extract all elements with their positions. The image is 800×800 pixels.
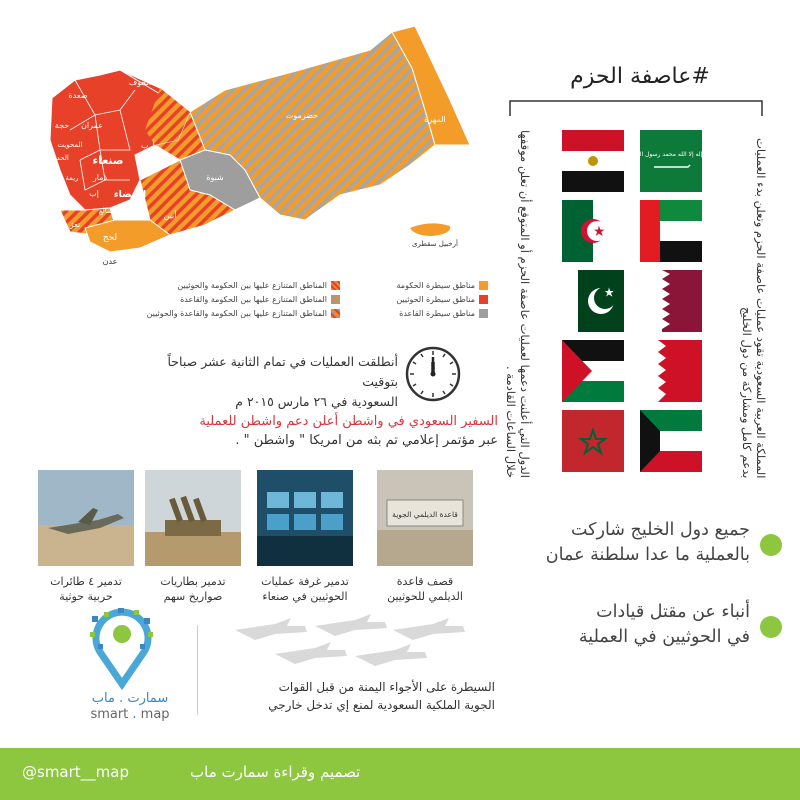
label-raymah: ريمة [65,174,79,182]
fact-houthi-leaders [500,600,750,650]
label-aden: عدن [102,257,118,266]
photo-operations-room [257,470,353,566]
fact-gulf-participation [500,518,750,568]
logo-latin: smart . map [90,707,170,722]
yemen-map [40,20,490,280]
flag-algeria [562,200,624,262]
region-socotra [410,223,450,236]
caption-missiles [138,574,248,604]
logo-divider [197,625,198,715]
photo-dailami-base [377,470,473,566]
base-sign-text: قاعدة الديلمي الجوية [392,510,458,519]
legend-gov-qaeda: المناطق المتنازع عليها بين الحكومة والقاعدة [180,294,327,304]
legend-swatch-qaeda [479,309,488,318]
label-taiz: تعز [69,220,81,229]
start-time-text [150,352,398,412]
fact-bullet-1 [760,534,782,556]
fact-1-line-2: بالعملية ما عدا سلطنة عمان [545,545,750,565]
fact-1-line-1: جميع دول الخليج شاركت [571,520,750,540]
label-lahj: لحج [102,233,118,243]
legend-swatch-gov-qaeda [331,295,340,304]
legend-swatch-government [479,281,488,290]
logo-arabic: سمارت . ماب [91,691,169,706]
label-dhale: الضالع [98,207,118,215]
caption-missiles-line-2: صواريخ سهم [163,590,223,603]
label-hajjah: حجة [54,121,70,130]
ambassador-text [20,412,498,450]
flag-morocco [562,410,624,472]
label-sanaa: صنعاء [92,154,124,167]
caption-dailami-line-1: قصف قاعدة [396,575,454,588]
airspace-line-2: الجوية الملكية السعودية لمنع إي تدخل خارجي [268,698,495,712]
caption-missiles-line-1: تدمير بطاريات [160,575,226,588]
page-title: #عاصفة الحزم [570,64,710,89]
airspace-text [205,678,495,714]
label-mahra: المهرة [424,115,446,124]
saudi-lead-text: المملكة العربية السعودية تقود عمليات عاصفة الحزم وتعلن بدء العمليات بدعم كامل ومشاركة من دول الخليج [740,137,768,478]
supporters-text: الدول التي أعلنت دعمها لعمليات عاصفة الحزم أو المتوقع أن تعلن موقفها خلال الساعات القادمة . [504,130,532,478]
caption-ops-room-line-1: تدمير غرفة عمليات [261,575,349,588]
photo-missile-batteries [145,470,241,566]
label-mahwit: المحويت [57,141,83,149]
caption-ops-room [250,574,360,604]
label-dhamar: ذمار [92,173,108,182]
ambassador-line-1: السفير السعودي في واشطن أعلن دعم واشطن للعملية [199,414,498,429]
caption-aircraft [31,574,141,604]
photo-destroyed-aircraft [38,470,134,566]
legend-gov-houthi: المناطق المتنازع عليها بين الحكومة والحوثيين [177,280,327,290]
footer-credit: تصميم وقراءة سمارت ماب [190,763,361,781]
legend-gov-qaeda-houthi: المناطق المتنازع عليها بين الحكومة والقاعدة والحوثيين [146,308,327,318]
label-marib: مأرب [140,141,160,150]
legend-swatch-houthi [479,295,488,304]
label-saada: صعدة [68,91,88,100]
legend-houthi: مناطق سيطرة الحوثيين [396,294,475,304]
flag-egypt [562,130,624,192]
legend-left [130,278,340,320]
legend-qaeda: مناطق سيطرة القاعدة [399,308,475,318]
label-shabwa: شبوة [206,173,224,182]
start-line-1: أنطلقت العمليات في تمام الثانية عشر صباحاً بتوقيت [167,354,398,389]
flag-pakistan [562,270,624,332]
caption-dailami-line-2: الديلمي للحوثيين [387,590,463,603]
flag-saudi-arabia [634,130,708,192]
legend-right [358,278,488,320]
title-bracket [508,98,764,118]
label-amran: عمران [81,121,103,130]
label-bayda: البيضاء [113,189,147,200]
caption-aircraft-line-2: حربية حوثية [59,590,113,603]
caption-ops-room-line-2: الحوثيين في صنعاء [262,590,348,603]
label-abyan: أبين [163,211,177,220]
saudi-shahada-text: لا إله إلا الله محمد رسول الله [634,151,708,158]
flag-uae [640,200,702,262]
flag-qatar [640,270,702,332]
flag-jordan [562,340,624,402]
label-hadramawt: حضرموت [285,111,319,120]
label-socotra: أرخبيل سقطرى [412,240,458,248]
label-jawf: الجوف [128,78,152,87]
legend-swatch-gov-houthi [331,281,340,290]
fact-bullet-2 [760,616,782,638]
fighter-jets-icon [215,612,475,674]
ambassador-line-2: عبر مؤتمر إعلامي تم بثه من امريكا " واشطن " . [235,433,498,448]
smart-map-logo-icon [82,604,162,686]
flag-kuwait [640,410,702,472]
yemen-map-svg [40,20,490,280]
flag-bahrain [640,340,702,402]
label-ibb: إب [89,189,99,198]
footer-handle[interactable]: @smart__map [22,763,129,781]
fact-2-line-1: أنباء عن مقتل قيادات [596,602,750,622]
legend-government: مناطق سيطرة الحكومة [396,280,475,290]
fact-2-line-2: في الحوثيين في العملية [578,627,750,647]
caption-aircraft-line-1: تدمير ٤ طائرات [50,575,122,588]
clock-icon [404,345,462,403]
legend-swatch-gov-qaeda-houthi [331,309,340,318]
caption-dailami [370,574,480,604]
label-hodeidah: الحديدة [47,154,69,162]
footer-bar [0,748,800,800]
start-line-2: السعودية في ٢٦ مارس ٢٠١٥ م [235,394,398,409]
airspace-line-1: السيطرة على الأجواء اليمنة من قبل القوات [278,680,495,694]
